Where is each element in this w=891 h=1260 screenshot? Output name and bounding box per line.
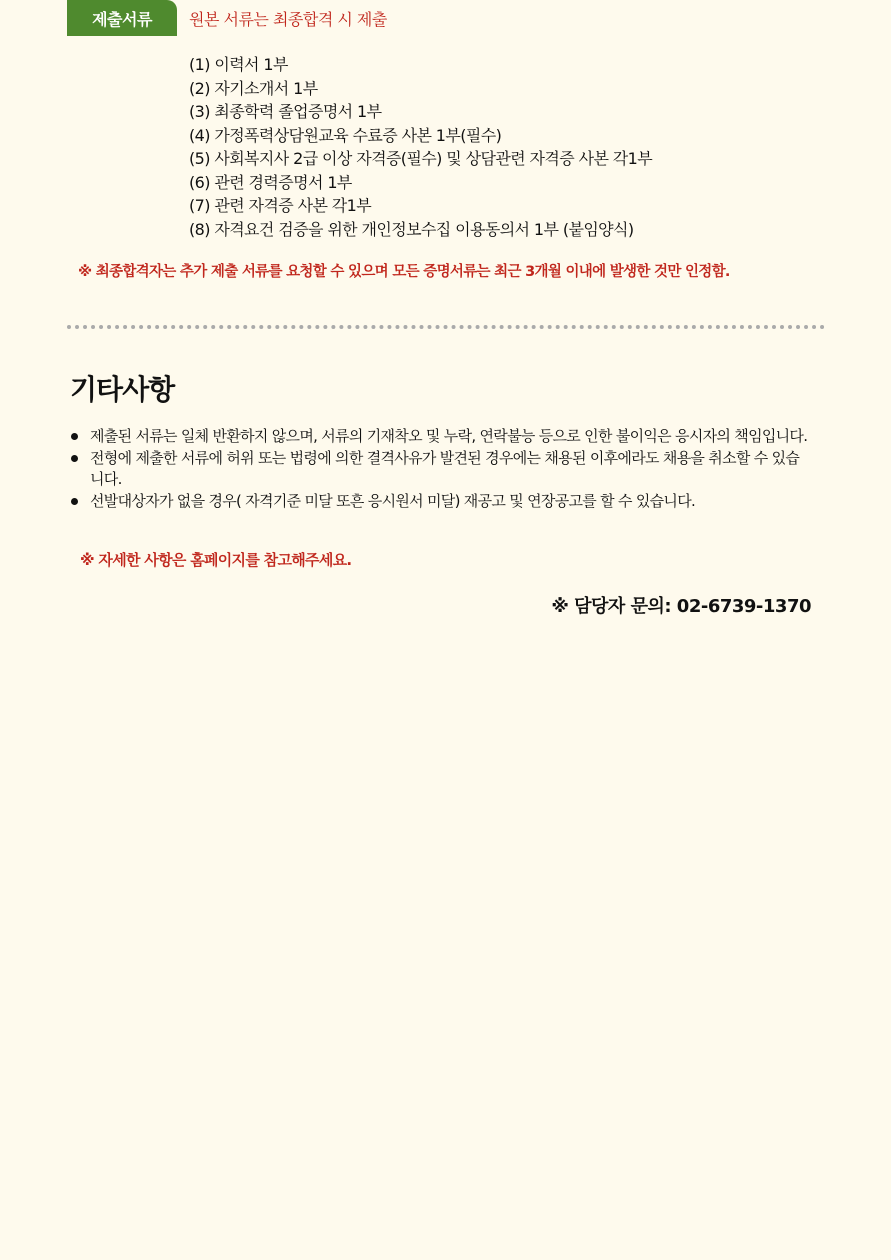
- document-item: (3) 최종학력 졸업증명서 1부: [189, 102, 382, 121]
- bullet-dot-icon: [71, 433, 78, 440]
- document-item: (7) 관련 자격증 사본 각1부: [189, 196, 372, 215]
- original-documents-note: 원본 서류는 최종합격 시 제출: [189, 9, 387, 29]
- list-item: [70, 491, 840, 513]
- bullet-text: 전형에 제출한 서류에 허위 또는 법령에 의한 결격사유가 발견된 경우에는 채용된 이후에라도 채용을 취소할 수 있습니다.: [90, 448, 800, 488]
- document-item: (5) 사회복지사 2급 이상 자격증(필수) 및 상담관련 자격증 사본 각1부: [189, 149, 653, 168]
- homepage-note: ※ 자세한 사항은 홈페이지를 참고해주세요.: [80, 551, 352, 569]
- bullet-dot-icon: [71, 455, 78, 462]
- document-item: (4) 가정폭력상담원교육 수료증 사본 1부(필수): [189, 125, 502, 145]
- dotted-divider: [67, 325, 825, 329]
- documents-badge: 제출서류: [67, 0, 177, 36]
- other-section-title: 기타사항: [70, 373, 175, 406]
- document-item: (1) 이력서 1부: [189, 55, 288, 74]
- final-applicant-notice: ※ 최종합격자는 추가 제출 서류를 요청할 수 있으며 모든 증명서류는 최근 3개월 이내에 발생한 것만 인정함.: [78, 264, 730, 280]
- documents-header: [67, 0, 387, 36]
- other-bullet-list: [70, 426, 840, 512]
- document-item: (6) 관련 경력증명서 1부: [189, 172, 352, 192]
- bullet-text: 제출된 서류는 일체 반환하지 않으며, 서류의 기재착오 및 누락, 연락불능 등으로 인한 불이익은 응시자의 책임입니다.: [90, 427, 808, 445]
- contact-info: ※ 담당자 문의: 02-6739-1370: [551, 596, 811, 617]
- bullet-dot-icon: [71, 498, 78, 505]
- document-item: (2) 자기소개서 1부: [189, 78, 318, 98]
- document-item: (8) 자격요건 검증을 위한 개인정보수집 이용동의서 1부 (붙임양식): [189, 219, 634, 239]
- list-item: [70, 448, 840, 491]
- documents-list: [189, 53, 652, 241]
- list-item: [70, 426, 840, 448]
- bullet-text: 선발대상자가 없을 경우( 자격기준 미달 또흔 응시원서 미달) 재공고 및 연장공고를 할 수 있습니다.: [90, 491, 696, 510]
